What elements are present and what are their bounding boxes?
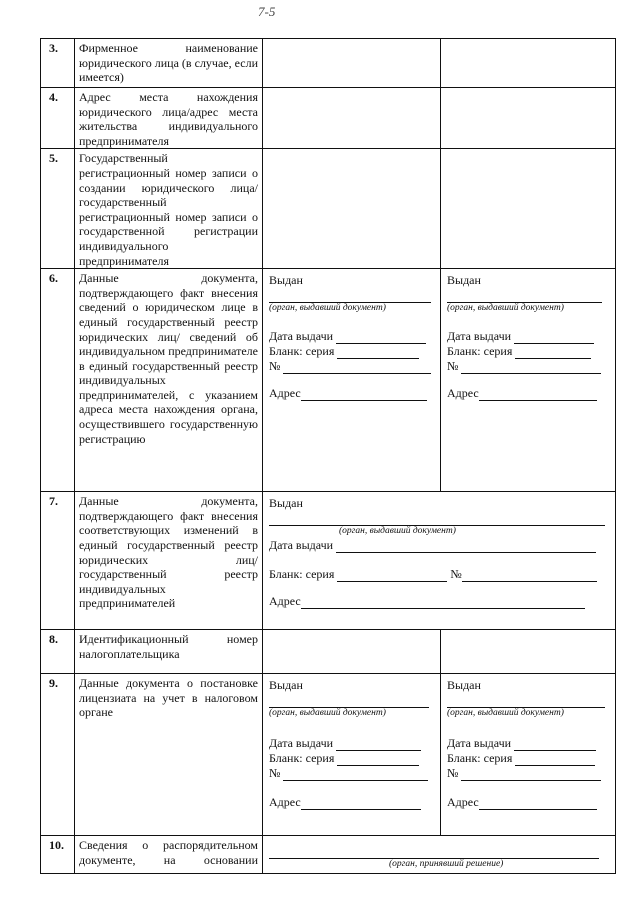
- tax-issuer-block-left: [263, 674, 441, 836]
- address-label: Адрес: [269, 594, 301, 609]
- address-line[interactable]: [479, 400, 597, 401]
- address-line[interactable]: [301, 400, 427, 401]
- page-number: 7-5: [258, 4, 276, 19]
- issued-label: Выдан: [269, 678, 303, 693]
- row-number: 4.: [41, 88, 75, 149]
- number-label: №: [269, 766, 281, 781]
- input-cell[interactable]: [263, 630, 441, 674]
- row-number: 8.: [41, 630, 75, 674]
- number-label: №: [447, 359, 459, 374]
- blank-series-label: Бланк: серия: [269, 567, 335, 582]
- input-cell[interactable]: [263, 88, 441, 149]
- row-description: Данные документа о постановке лицензиата на учет в налоговом органе: [75, 674, 263, 836]
- issue-date-line[interactable]: [336, 552, 596, 553]
- row-description: Государственный регистрационный номер записи о создании юридического лица/ государственный регистрационный номер записи о государственной регистрации индивидуального предпринимателя: [75, 149, 263, 269]
- row-description: Данные документа, подтверждающего факт внесения соответствующих изменений в единый государственный реестр юридических лиц/ государственный реестр индивидуальных предпринимателей: [75, 492, 263, 630]
- input-cell[interactable]: [263, 39, 441, 88]
- issuer-block-wide: [263, 492, 616, 630]
- issuer-caption: (орган, выдавший документ): [447, 303, 564, 314]
- issuer-block-left: [263, 269, 441, 492]
- input-cell[interactable]: [441, 149, 616, 269]
- blank-series-line[interactable]: [337, 581, 447, 582]
- address-label: Адрес: [269, 795, 301, 810]
- number-line[interactable]: [283, 780, 428, 781]
- issued-label: Выдан: [447, 678, 481, 693]
- row-number: 6.: [41, 269, 75, 492]
- row-description: Адрес места нахождения юридического лица/адрес места жительства индивидуального предпринимателя: [75, 88, 263, 149]
- issuer-block-right: [441, 269, 616, 492]
- blank-series-label: Бланк: серия: [269, 751, 335, 766]
- issued-label: Выдан: [269, 496, 303, 511]
- blank-series-label: Бланк: серия: [269, 344, 335, 359]
- form-row-10: [41, 836, 616, 874]
- number-label: №: [450, 567, 462, 582]
- input-cell[interactable]: [441, 39, 616, 88]
- form-row-5: [41, 149, 616, 269]
- number-line[interactable]: [461, 373, 601, 374]
- row-number: 5.: [41, 149, 75, 269]
- issued-label: Выдан: [269, 273, 303, 288]
- decision-block: [263, 836, 616, 874]
- address-label: Адрес: [447, 795, 479, 810]
- number-line[interactable]: [462, 581, 597, 582]
- form-row-3: [41, 39, 616, 88]
- number-line[interactable]: [283, 373, 431, 374]
- number-label: №: [447, 766, 459, 781]
- input-cell[interactable]: [441, 88, 616, 149]
- blank-series-label: Бланк: серия: [447, 751, 513, 766]
- address-label: Адрес: [447, 386, 479, 401]
- row-description: Фирменное наименование юридического лица (в случае, если имеется): [75, 39, 263, 88]
- form-row-7: [41, 492, 616, 630]
- row-description: Данные документа, подтверждающего факт внесения сведений о юридическом лице в единый государственный реестр юридических лиц/ сведений об индивидуальном предпринимателе в единый государственный реестр индивидуальных предпринимателей, с указанием адреса места нахождения органа, осуществившего государственную регистрацию: [75, 269, 263, 492]
- tax-issuer-block-right: [441, 674, 616, 836]
- form-row-8: [41, 630, 616, 674]
- issuer-caption: (орган, выдавший документ): [447, 708, 564, 719]
- issue-date-label: Дата выдачи: [447, 736, 512, 751]
- input-cell[interactable]: [263, 149, 441, 269]
- row-number: 9.: [41, 674, 75, 836]
- form-row-4: [41, 88, 616, 149]
- address-label: Адрес: [269, 386, 301, 401]
- issuer-caption: (орган, выдавший документ): [339, 526, 456, 537]
- row-description: Идентификационный номер налогоплательщика: [75, 630, 263, 674]
- license-form-table: [40, 38, 616, 874]
- address-line[interactable]: [301, 809, 421, 810]
- issuer-caption: (орган, выдавший документ): [269, 708, 386, 719]
- number-line[interactable]: [461, 780, 601, 781]
- row-number: 3.: [41, 39, 75, 88]
- issue-date-label: Дата выдачи: [269, 736, 334, 751]
- address-line[interactable]: [301, 608, 585, 609]
- input-cell[interactable]: [441, 630, 616, 674]
- form-row-9: [41, 674, 616, 836]
- row-number: 10.: [41, 836, 75, 874]
- blank-series-label: Бланк: серия: [447, 344, 513, 359]
- row-description: Сведения о распорядительном документе, на основании: [75, 836, 263, 874]
- issue-date-label: Дата выдачи: [269, 329, 334, 344]
- address-line[interactable]: [479, 809, 597, 810]
- number-label: №: [269, 359, 281, 374]
- form-row-6: [41, 269, 616, 492]
- issued-label: Выдан: [447, 273, 481, 288]
- issue-date-label: Дата выдачи: [269, 538, 334, 553]
- issuer-caption: (орган, выдавший документ): [269, 303, 386, 314]
- issue-date-label: Дата выдачи: [447, 329, 512, 344]
- decision-caption: (орган, принявший решение): [389, 859, 504, 870]
- row-number: 7.: [41, 492, 75, 630]
